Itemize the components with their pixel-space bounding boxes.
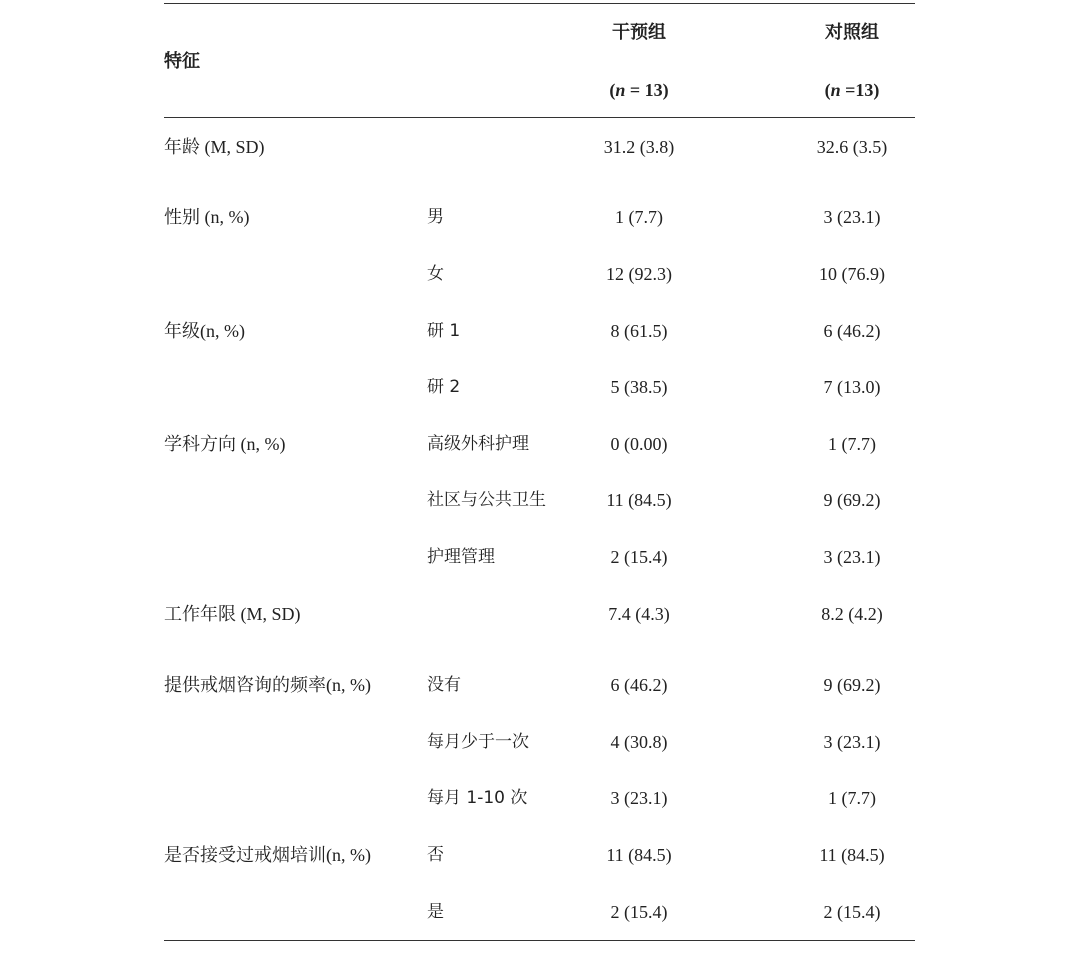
row-subcategory: 否 (427, 845, 444, 865)
row-intervention-value: 5 (38.5) (610, 377, 668, 397)
row-intervention-value: 1 (7.7) (615, 207, 663, 227)
row-intervention-value: 3 (23.1) (610, 788, 668, 808)
row-subcategory: 男 (427, 207, 444, 227)
row-feature: 性别 (n, %) (164, 207, 250, 227)
feature-header: 特征 (164, 51, 200, 71)
row-subcategory: 每月 1-10 次 (427, 788, 528, 808)
row-intervention-value: 12 (92.3) (606, 264, 672, 284)
header-rule (164, 117, 915, 118)
row-subcategory: 没有 (427, 675, 461, 695)
row-subcategory: 社区与公共卫生 (427, 490, 546, 510)
row-subcategory: 高级外科护理 (427, 434, 529, 454)
row-control-value: 3 (23.1) (823, 732, 881, 752)
row-subcategory: 研 2 (427, 377, 461, 397)
row-control-value: 3 (23.1) (823, 547, 881, 567)
row-feature: 工作年限 (M, SD) (164, 604, 301, 624)
row-intervention-value: 0 (0.00) (610, 434, 668, 454)
row-control-value: 3 (23.1) (823, 207, 881, 227)
row-subcategory: 护理管理 (427, 547, 495, 567)
row-intervention-value: 11 (84.5) (606, 490, 672, 510)
row-intervention-value: 6 (46.2) (610, 675, 668, 695)
row-control-value: 2 (15.4) (823, 902, 881, 922)
row-feature: 年级(n, %) (164, 321, 245, 341)
row-intervention-value: 2 (15.4) (610, 547, 668, 567)
row-subcategory: 女 (427, 264, 444, 284)
row-subcategory: 每月少于一次 (427, 732, 529, 752)
row-control-value: 1 (7.7) (828, 788, 876, 808)
row-intervention-value: 11 (84.5) (606, 845, 672, 865)
row-intervention-value: 7.4 (4.3) (608, 604, 670, 624)
row-subcategory: 是 (427, 902, 444, 922)
row-intervention-value: 4 (30.8) (610, 732, 668, 752)
row-control-value: 7 (13.0) (823, 377, 881, 397)
row-control-value: 10 (76.9) (819, 264, 885, 284)
intervention-header: 干预组 (612, 22, 666, 42)
row-control-value: 32.6 (3.5) (816, 137, 888, 157)
control-header: 对照组 (825, 22, 879, 42)
row-control-value: 8.2 (4.2) (821, 604, 883, 624)
intervention-n: (n = 13) (609, 80, 669, 100)
row-intervention-value: 8 (61.5) (610, 321, 668, 341)
control-n: (n =13) (824, 80, 880, 100)
row-control-value: 11 (84.5) (819, 845, 885, 865)
row-control-value: 1 (7.7) (828, 434, 876, 454)
row-feature: 学科方向 (n, %) (164, 434, 286, 454)
row-intervention-value: 2 (15.4) (610, 902, 668, 922)
row-control-value: 9 (69.2) (823, 490, 881, 510)
row-control-value: 6 (46.2) (823, 321, 881, 341)
row-feature: 是否接受过戒烟培训(n, %) (164, 845, 371, 865)
row-control-value: 9 (69.2) (823, 675, 881, 695)
row-feature: 年龄 (M, SD) (164, 137, 265, 157)
bottom-rule (164, 940, 915, 941)
row-intervention-value: 31.2 (3.8) (603, 137, 675, 157)
row-feature: 提供戒烟咨询的频率(n, %) (164, 675, 371, 695)
top-rule (164, 3, 915, 4)
row-subcategory: 研 1 (427, 321, 461, 341)
